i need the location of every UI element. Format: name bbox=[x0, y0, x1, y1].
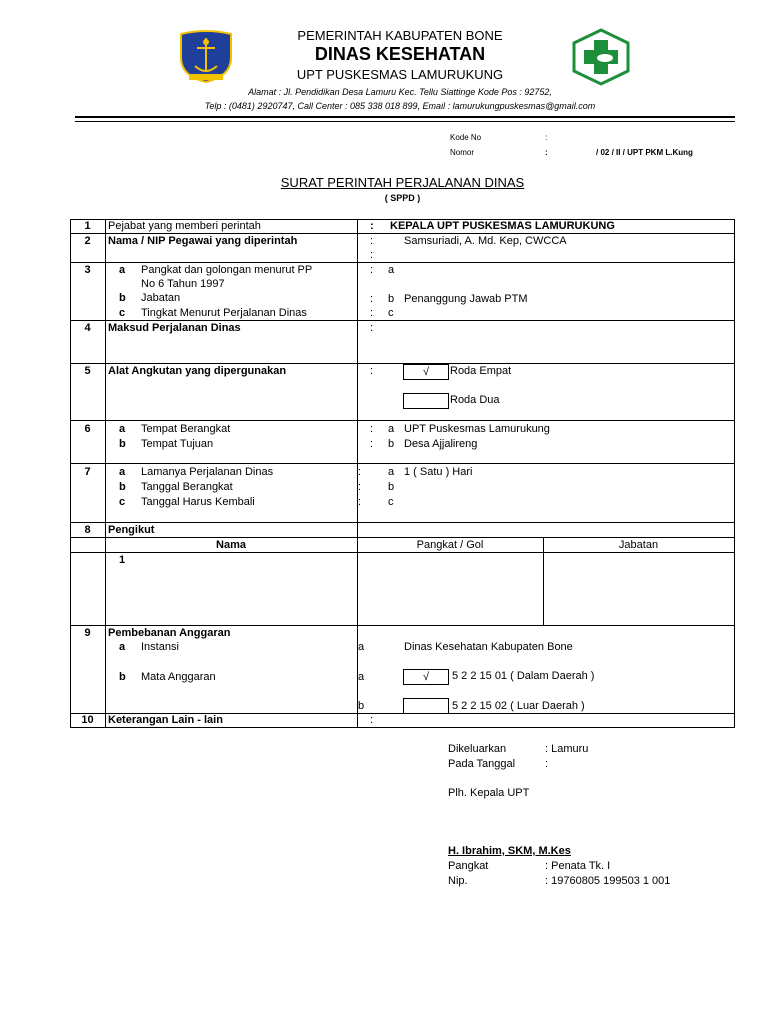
row7-c-label: Tanggal Harus Kembali bbox=[141, 496, 255, 508]
row2-value: Samsuriadi, A. Md. Kep, CWCCA bbox=[404, 235, 567, 247]
row6-a-value: UPT Puskesmas Lamurukung bbox=[404, 423, 550, 435]
kode-label: Kode No bbox=[450, 133, 482, 142]
unit-name: UPT PUSKESMAS LAMURUKUNG bbox=[296, 67, 504, 82]
row1-label: Pejabat yang memberi perintah bbox=[108, 220, 261, 232]
row2-colon: : bbox=[370, 235, 374, 247]
row10-colon: : bbox=[370, 714, 374, 726]
row7-c: c bbox=[119, 496, 126, 508]
pangkat-value: : Penata Tk. I bbox=[545, 860, 611, 872]
row7-b: b bbox=[119, 481, 126, 493]
nomor-value: / 02 / II / UPT PKM L.Kung bbox=[596, 148, 693, 157]
row9-vc: b bbox=[358, 700, 365, 712]
document-title: SURAT PERINTAH PERJALANAN DINAS bbox=[280, 175, 525, 190]
row6-b-value: Desa Ajjalireng bbox=[404, 438, 478, 450]
row6-vb: b bbox=[388, 438, 395, 450]
agency-name: DINAS KESEHATAN bbox=[314, 44, 486, 64]
row3-colon-b: : bbox=[370, 293, 374, 305]
row9-vb: a bbox=[358, 671, 365, 683]
nip-value: : 19760805 199503 1 001 bbox=[545, 875, 671, 887]
address: Alamat : Jl. Pendidikan Desa Lamuru Kec. Tellu Siattinge Kode Pos : 92752, bbox=[248, 87, 552, 97]
roda-empat-label: Roda Empat bbox=[450, 365, 512, 377]
row7-a-value: 1 ( Satu ) Hari bbox=[404, 466, 473, 478]
roda-empat-checkbox[interactable]: √ bbox=[403, 364, 449, 380]
pengikut-col-nama: Nama bbox=[216, 539, 246, 551]
row7-vb: b bbox=[388, 481, 395, 493]
nomor-label: Nomor bbox=[450, 148, 475, 157]
pengikut-item-1: 1 bbox=[119, 554, 126, 566]
row4-colon: : bbox=[370, 322, 374, 334]
luar-daerah-checkbox[interactable] bbox=[403, 698, 449, 714]
row7-b-label: Tanggal Berangkat bbox=[141, 481, 233, 493]
row9-label: Pembebanan Anggaran bbox=[108, 627, 231, 639]
document-subtitle: ( SPPD ) bbox=[384, 193, 421, 203]
nomor-colon: : bbox=[545, 148, 548, 157]
signatory-name: H. Ibrahim, SKM, M.Kes bbox=[448, 845, 571, 857]
row3-no: 3 bbox=[84, 264, 91, 276]
row3-colon-c: : bbox=[370, 307, 374, 319]
row2-colon2: : bbox=[370, 249, 374, 261]
row6-b: b bbox=[119, 438, 126, 450]
row3-colon-a: : bbox=[370, 264, 374, 276]
row7-colon-b: : bbox=[358, 481, 362, 493]
row9-instansi: Dinas Kesehatan Kabupaten Bone bbox=[404, 641, 573, 653]
row3-b-label: Jabatan bbox=[141, 292, 181, 304]
nip-label: Nip. bbox=[448, 875, 468, 887]
puskesmas-logo bbox=[571, 28, 631, 86]
row3-vc: c bbox=[388, 307, 394, 319]
row10-label: Keterangan Lain - lain bbox=[108, 714, 223, 726]
row3-b: b bbox=[119, 292, 126, 304]
row4-label: Maksud Perjalanan Dinas bbox=[108, 322, 241, 334]
row3-b-value: Penanggung Jawab PTM bbox=[404, 293, 528, 305]
pangkat-label: Pangkat bbox=[448, 860, 489, 872]
row3-vb: b bbox=[388, 293, 395, 305]
row7-a: a bbox=[119, 466, 126, 478]
contact: Telp : (0481) 2920747, Call Center : 085 338 018 899, Email : lamurukungpuskesmas@gmail.com bbox=[204, 101, 596, 111]
tanggal-label: Pada Tanggal bbox=[448, 758, 516, 770]
row3-c-label: Tingkat Menurut Perjalanan Dinas bbox=[141, 307, 307, 319]
dikeluarkan-value: : Lamuru bbox=[545, 743, 589, 755]
row7-a-label: Lamanya Perjalanan Dinas bbox=[141, 466, 274, 478]
row6-colon-b: : bbox=[370, 438, 374, 450]
row3-a-label2: No 6 Tahun 1997 bbox=[141, 278, 225, 290]
row9-no: 9 bbox=[84, 627, 91, 639]
row9-a-label: Instansi bbox=[141, 641, 179, 653]
row1-no: 1 bbox=[84, 220, 91, 232]
row3-va: a bbox=[388, 264, 395, 276]
row6-a: a bbox=[119, 423, 126, 435]
row6-va: a bbox=[388, 423, 395, 435]
row7-vc: c bbox=[388, 496, 394, 508]
row9-b-label: Mata Anggaran bbox=[141, 671, 216, 683]
row6-b-label: Tempat Tujuan bbox=[141, 438, 214, 450]
row6-colon-a: : bbox=[370, 423, 374, 435]
row3-a: a bbox=[119, 264, 126, 276]
row9-va: a bbox=[358, 641, 365, 653]
row2-label: Nama / NIP Pegawai yang diperintah bbox=[108, 235, 298, 247]
row3-a-label: Pangkat dan golongan menurut PP bbox=[141, 264, 313, 276]
luar-daerah-label: 5 2 2 15 02 ( Luar Daerah ) bbox=[452, 700, 585, 712]
dalam-daerah-checkbox[interactable]: √ bbox=[403, 669, 449, 685]
row1-value: KEPALA UPT PUSKESMAS LAMURUKUNG bbox=[390, 220, 615, 232]
header-rule-thick bbox=[75, 116, 735, 118]
row2-no: 2 bbox=[84, 235, 91, 247]
row9-a: a bbox=[119, 641, 126, 653]
kode-colon: : bbox=[545, 133, 548, 142]
row10-no: 10 bbox=[81, 714, 94, 726]
row5-colon: : bbox=[370, 365, 374, 377]
plh-kepala: Plh. Kepala UPT bbox=[448, 787, 530, 799]
row5-label: Alat Angkutan yang dipergunakan bbox=[108, 365, 287, 377]
row9-b: b bbox=[119, 671, 126, 683]
row7-va: a bbox=[388, 466, 395, 478]
row6-no: 6 bbox=[84, 423, 91, 435]
row7-no: 7 bbox=[84, 466, 91, 478]
dikeluarkan-label: Dikeluarkan bbox=[448, 743, 507, 755]
roda-dua-checkbox[interactable] bbox=[403, 393, 449, 409]
gov-name: PEMERINTAH KABUPATEN BONE bbox=[297, 28, 503, 43]
row4-no: 4 bbox=[84, 322, 91, 334]
row6-a-label: Tempat Berangkat bbox=[141, 423, 231, 435]
row7-colon-c: : bbox=[358, 496, 362, 508]
pengikut-col-pangkat: Pangkat / Gol bbox=[416, 539, 484, 551]
row8-no: 8 bbox=[84, 524, 91, 536]
dalam-daerah-label: 5 2 2 15 01 ( Dalam Daerah ) bbox=[452, 670, 595, 682]
row5-no: 5 bbox=[84, 365, 91, 377]
row8-label: Pengikut bbox=[108, 524, 155, 536]
roda-dua-label: Roda Dua bbox=[450, 394, 500, 406]
kabupaten-bone-logo bbox=[175, 30, 237, 84]
pengikut-col-jabatan: Jabatan bbox=[618, 539, 659, 551]
row7-colon-a: : bbox=[358, 466, 362, 478]
tanggal-value: : bbox=[545, 758, 549, 770]
header-rule-thin bbox=[75, 121, 735, 122]
row1-colon: : bbox=[370, 220, 374, 232]
row3-c: c bbox=[119, 307, 126, 319]
